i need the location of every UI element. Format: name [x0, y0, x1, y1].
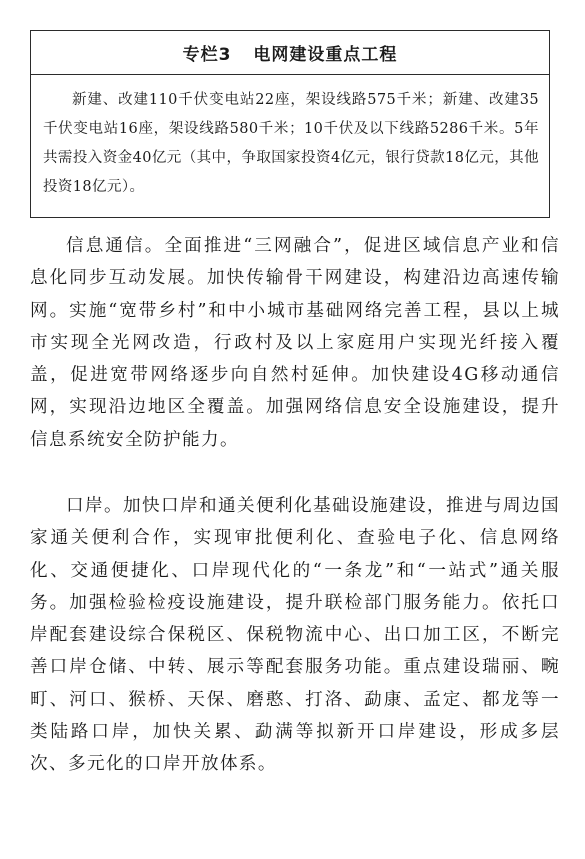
paragraph-info-comm: 信息通信。全面推进“三网融合”，促进区域信息产业和信息化同步互动发展。加快传输骨干网建设，构建沿边高速传输网。实施“宽带乡村”和中小城市基础网络完善工程，县以上城市实现全光网改造，行政村及以上家庭用户实现光纤接入覆盖，促进宽带网络逐步向自然村延伸。加快建设4G移动通信网，实现沿边地区全覆盖。加强网络信息安全设施建设，提升信息系统安全防护能力。 [30, 236, 560, 450]
feature-box [30, 30, 550, 218]
paragraph-port: 口岸。加快口岸和通关便利化基础设施建设，推进与周边国家通关便利合作，实现审批便利化、查验电子化、信息网络化、交通便捷化、口岸现代化的“一条龙”和“一站式”通关服务。加强检验检疫设施建设，提升联检部门服务能力。依托口岸配套建设综合保税区、保税物流中心、出口加工区，不断完善口岸仓储、中转、展示等配套服务功能。重点建设瑞丽、畹町、河口、猴桥、天保、磨憨、打洛、勐康、孟定、都龙等一类陆路口岸，加快关累、勐满等拟新开口岸建设，形成多层次、多元化的口岸开放体系。 [30, 496, 560, 775]
box-body-text: 新建、改建110千伏变电站22座，架设线路575千米；新建、改建35千伏变电站16座，架设线路580千米；10千伏及以下线路5286千米。5年共需投入资金40亿元（其中，争取国家投资4亿元，银行贷款18亿元，其他投资18亿元）。 [43, 92, 539, 195]
box-title-label: 专栏3 [182, 45, 232, 65]
box-title-text: 电网建设重点工程 [253, 45, 398, 65]
box-title [31, 31, 549, 75]
